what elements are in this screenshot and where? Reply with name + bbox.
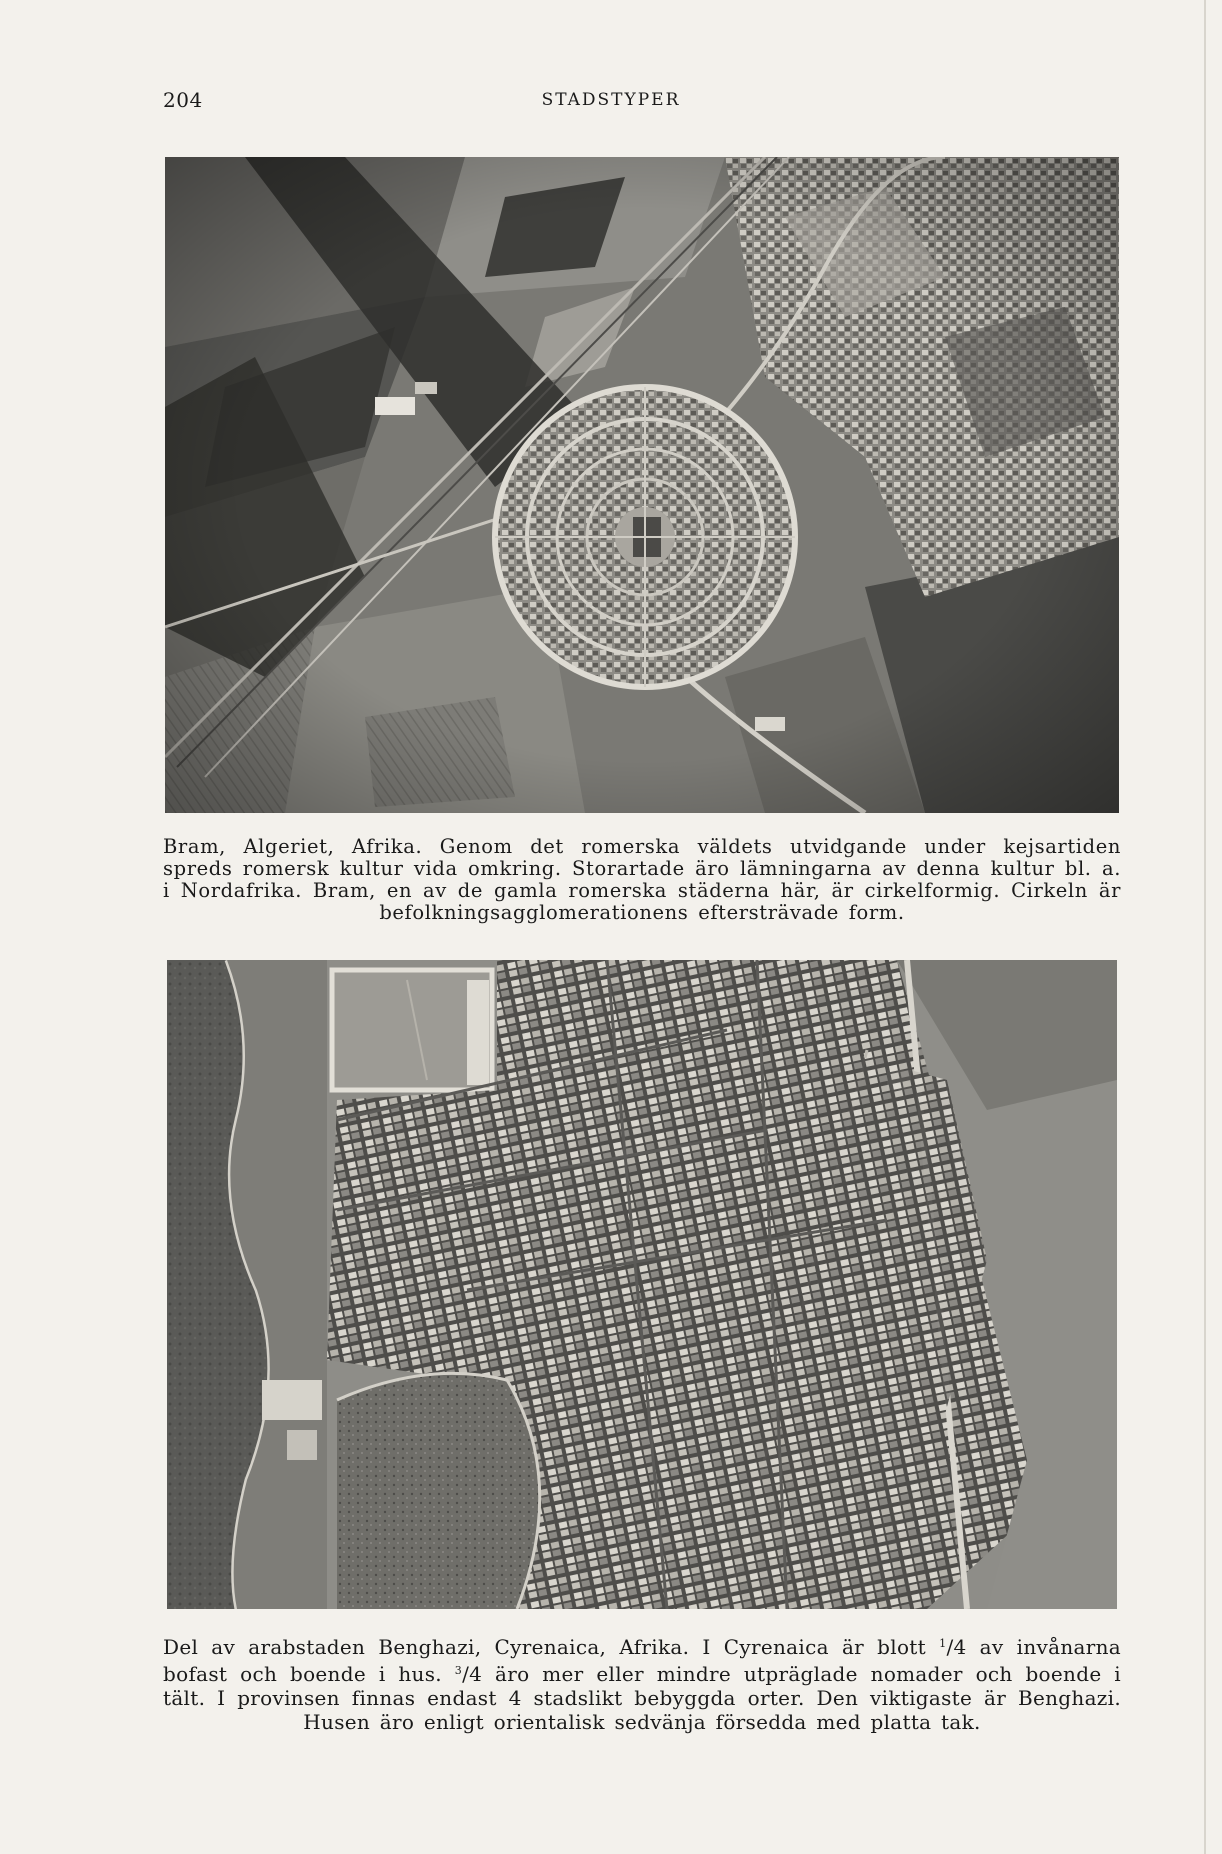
caption-text-1: Del av arabstaden Benghazi, Cyrenaica, Afrika. I Cyrenaica är blott xyxy=(163,1635,940,1659)
fraction-numerator-1: 1 xyxy=(939,1637,947,1650)
running-title: STADSTYPER xyxy=(541,90,681,110)
figure-caption-bram: Bram, Algeriet, Afrika. Genom det romerska väldets utvidgande under kejsartiden spreds romersk kultur vida omkring. Storartade äro lämningarna av denna kultur bl. a. i Nordafrika. Bram, en av de gamla romerska städerna här, är cirkelformig. Cirkeln är befolkningsagglomerationens eftersträvade form. xyxy=(163,835,1121,924)
fraction-slash-2: / xyxy=(462,1662,470,1686)
fraction-denominator-1: 4 xyxy=(953,1635,967,1659)
aerial-photo-benghazi-drawing xyxy=(167,960,1117,1609)
caption-text-2: av invånarna bofast och boende i hus. xyxy=(163,1635,1121,1686)
caption-text-3: äro mer eller mindre utpräglade nomader och boende i tält. I provinsen finnas endast 4 stadslikt bebyggda orter. Den viktigaste är Benghazi. Husen äro enligt orientalisk sedvänja försedda med platta tak. xyxy=(163,1662,1121,1734)
figure-caption-benghazi xyxy=(163,1632,1121,1734)
aerial-photo-bram-drawing xyxy=(165,157,1119,813)
fraction-denominator-2: 4 xyxy=(469,1662,483,1686)
page-edge xyxy=(1204,0,1206,1854)
aerial-photo-benghazi xyxy=(167,960,1117,1609)
aerial-photo-bram xyxy=(165,157,1119,813)
fraction-slash-1: / xyxy=(946,1635,954,1659)
page-number: 204 xyxy=(163,88,203,112)
fraction-numerator-2: 3 xyxy=(454,1664,463,1677)
